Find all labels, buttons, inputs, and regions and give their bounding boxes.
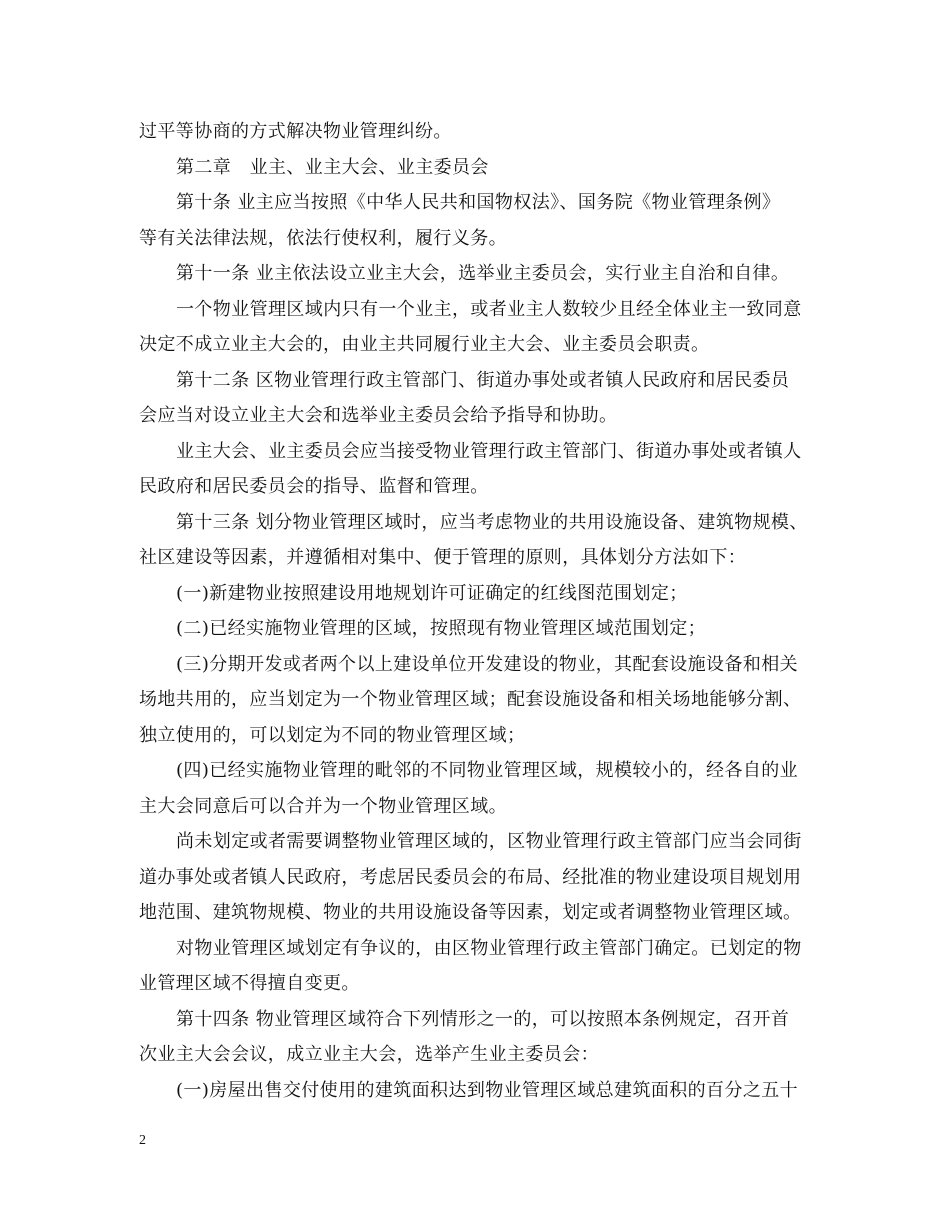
text-line: 过平等协商的方式解决物业管理纠纷。 xyxy=(139,121,452,142)
text-line: 第十一条 业主依法设立业主大会，选举业主委员会，实行业主自治和自律。 xyxy=(176,263,790,284)
text-line: (一)房屋出售交付使用的建筑面积达到物业管理区域总建筑面积的百分之五十 xyxy=(176,1079,799,1101)
text-line: 主大会同意后可以合并为一个物业管理区域。 xyxy=(139,795,507,817)
text-line: 独立使用的，可以划定为不同的物业管理区域； xyxy=(139,724,526,746)
text-line: 尚未划定或者需要调整物业管理区域的，区物业管理行政主管部门应当会同街 xyxy=(176,831,802,852)
text-line: 业管理区域不得擅自变更。 xyxy=(139,973,360,994)
text-line: 第十二条 区物业管理行政主管部门、街道办事处或者镇人民政府和居民委员 xyxy=(176,369,790,391)
text-line: (二)已经实施物业管理的区域，按照现有物业管理区域范围划定； xyxy=(176,618,707,639)
text-line: (三)分期开发或者两个以上建设单位开发建设的物业，其配套设施设备和相关 xyxy=(176,653,799,675)
text-line: (四)已经实施物业管理的毗邻的不同物业管理区域，规模较小的，经各自的业 xyxy=(176,760,799,781)
text-line: 民政府和居民委员会的指导、监督和管理。 xyxy=(139,476,489,497)
text-line: 社区建设等因素，并遵循相对集中、便于管理的原则，具体划分方法如下： xyxy=(139,547,747,568)
text-line: 对物业管理区域划定有争议的，由区物业管理行政主管部门确定。已划定的物 xyxy=(176,937,802,959)
text-line: 等有关法律法规，依法行使权利，履行义务。 xyxy=(139,227,507,249)
page-number: 2 xyxy=(139,1133,146,1148)
text-line: 一个物业管理区域内只有一个业主，或者业主人数较少且经全体业主一致同意 xyxy=(176,298,802,320)
text-line: 次业主大会会议，成立业主大会，选举产生业主委员会： xyxy=(139,1044,599,1065)
text-line: 第十三条 划分物业管理区域时，应当考虑物业的共用设施设备、建筑物规模、 xyxy=(176,511,808,533)
text-line: 决定不成立业主大会的，由业主共同履行业主大会、业主委员会职责。 xyxy=(139,334,710,355)
text-line: 业主大会、业主委员会应当接受物业管理行政主管部门、街道办事处或者镇人 xyxy=(176,440,802,462)
text-line: 第十条 业主应当按照《中华人民共和国物权法》、国务院《物业管理条例》 xyxy=(176,192,781,213)
text-line: 第十四条 物业管理区域符合下列情形之一的，可以按照本条例规定，召开首 xyxy=(176,1008,790,1030)
text-line: 场地共用的，应当划定为一个物业管理区域；配套设施设备和相关场地能够分割、 xyxy=(139,689,802,710)
text-line: 第二章 业主、业主大会、业主委员会 xyxy=(176,156,489,178)
text-line: 会应当对设立业主大会和选举业主委员会给予指导和协助。 xyxy=(139,405,618,426)
document-body xyxy=(139,114,819,1108)
text-line: 地范围、建筑物规模、物业的共用设施设备等因素，划定或者调整物业管理区域。 xyxy=(139,902,802,923)
text-line: 道办事处或者镇人民政府，考虑居民委员会的布局、经批准的物业建设项目规划用 xyxy=(139,866,802,888)
text-line: (一)新建物业按照建设用地规划许可证确定的红线图范围划定； xyxy=(176,582,688,604)
